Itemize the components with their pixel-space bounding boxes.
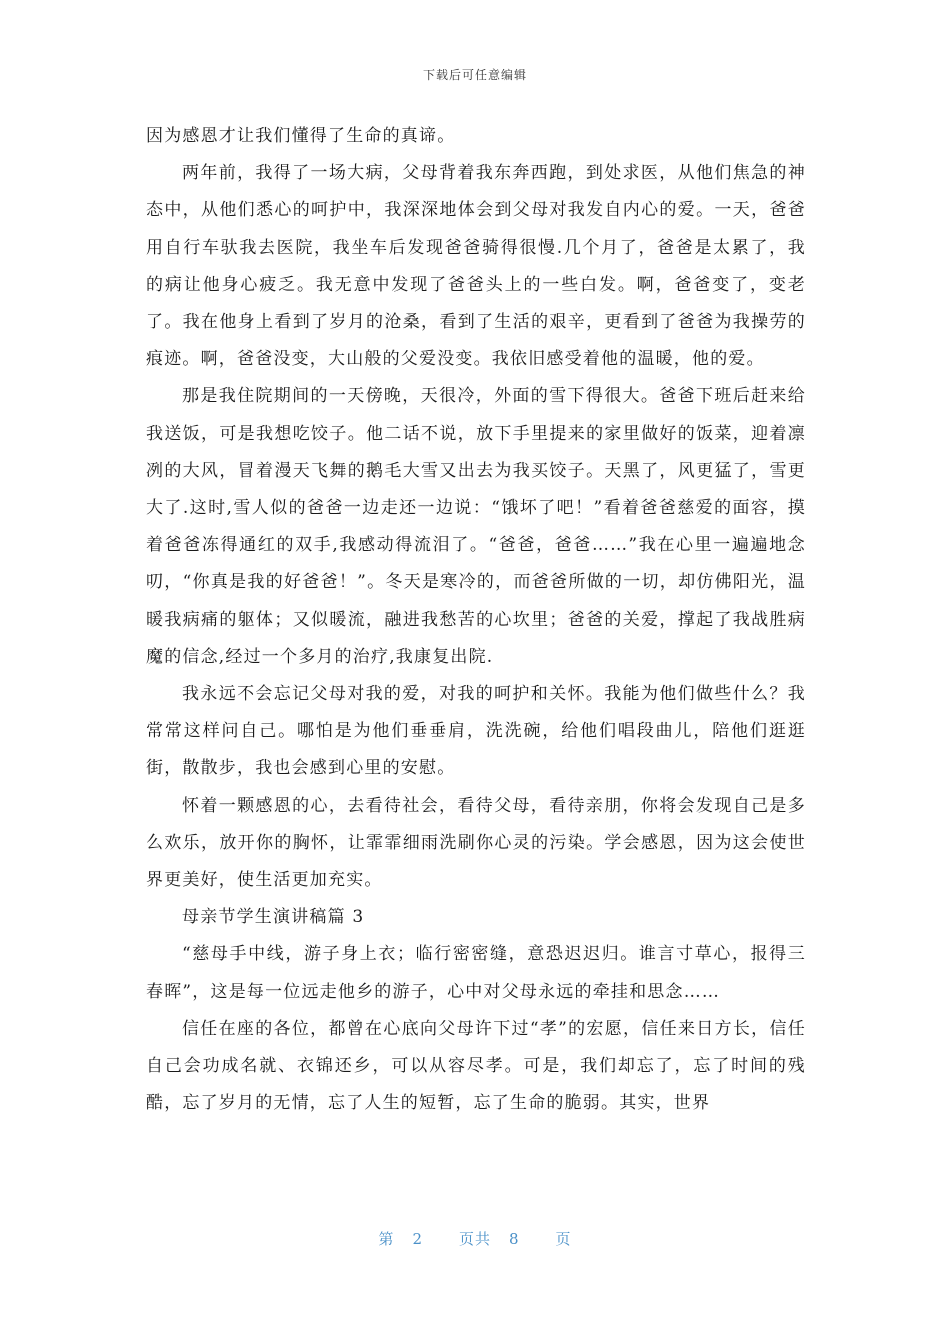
footer-middle: 页共 [458, 1230, 491, 1248]
paragraph-2: 两年前，我得了一场大病，父母背着我东奔西跑，到处求医，从他们焦急的神态中，从他们悉心的呵护中，我深深地体会到父母对我发自内心的爱。一天，爸爸用自行车驮我去医院，我坐车后发现爸爸骑得很慢.几个月了，爸爸是太累了，我的病让他身心疲乏。我无意中发现了爸爸头上的一些白发。啊，爸爸变了，变老了。我在他身上看到了岁月的沧桑，看到了生活的艰辛，更看到了爸爸为我操劳的痕迹。啊，爸爸没变，大山般的父爱没变。我依旧感受着他的温暖，他的爱。 [146, 163, 806, 370]
footer-total-pages: 8 [509, 1230, 520, 1248]
footer-page-number: 2 [412, 1230, 423, 1248]
section-title: 母亲节学生演讲稿篇 3 [182, 907, 365, 928]
paragraph-6: “慈母手中线，游子身上衣；临行密密缝，意恐迟迟归。谁言寸草心，报得三春晖”，这是每一位远走他乡的游子，心中对父母永远的牵挂和思念…… [146, 944, 806, 1002]
paragraph-3: 那是我住院期间的一天傍晚，天很冷，外面的雪下得很大。爸爸下班后赶来给我送饭，可是我想吃饺子。他二话不说，放下手里提来的家里做好的饭菜，迎着凛冽的大风，冒着漫天飞舞的鹅毛大雪又出去为我买饺子。天黑了，风更猛了，雪更大了.这时,雪人似的爸爸一边走还一边说：“饿坏了吧！”看着爸爸慈爱的面容，摸着爸爸冻得通红的双手,我感动得流泪了。“爸爸，爸爸……”我在心里一遍遍地念叨，“你真是我的好爸爸！”。冬天是寒冷的，而爸爸所做的一切，却仿佛阳光，温暖我病痛的躯体；又似暖流，融进我愁苦的心坎里；爸爸的关爱，撑起了我战胜病魔的信念,经过一个多月的治疗,我康复出院. [146, 386, 806, 667]
paragraph-5: 怀着一颗感恩的心，去看待社会，看待父母，看待亲朋，你将会发现自己是多么欢乐，放开你的胸怀，让霏霏细雨洗刷你心灵的污染。学会感恩，因为这会使世界更美好，使生活更加充实。 [146, 795, 806, 891]
paragraph-1: 因为感恩才让我们懂得了生命的真谛。 [146, 126, 456, 146]
footer-suffix: 页 [555, 1230, 572, 1248]
paragraph-7: 信任在座的各位，都曾在心底向父母许下过“孝”的宏愿，信任来日方长，信任自己会功成名就、衣锦还乡，可以从容尽孝。可是，我们却忘了，忘了时间的残酷，忘了岁月的无情，忘了人生的短暂，忘了生命的脆弱。其实，世界 [146, 1018, 806, 1114]
page-footer [0, 1228, 950, 1249]
page-header: 下载后可任意编辑 [422, 68, 527, 82]
footer-prefix: 第 [378, 1230, 395, 1248]
paragraph-4: 我永远不会忘记父母对我的爱，对我的呵护和关怀。我能为他们做些什么？我常常这样问自己。哪怕是为他们垂垂肩，洗洗碗，给他们唱段曲儿，陪他们逛逛街，散散步，我也会感到心里的安慰。 [146, 684, 806, 779]
document-body [146, 118, 806, 1122]
